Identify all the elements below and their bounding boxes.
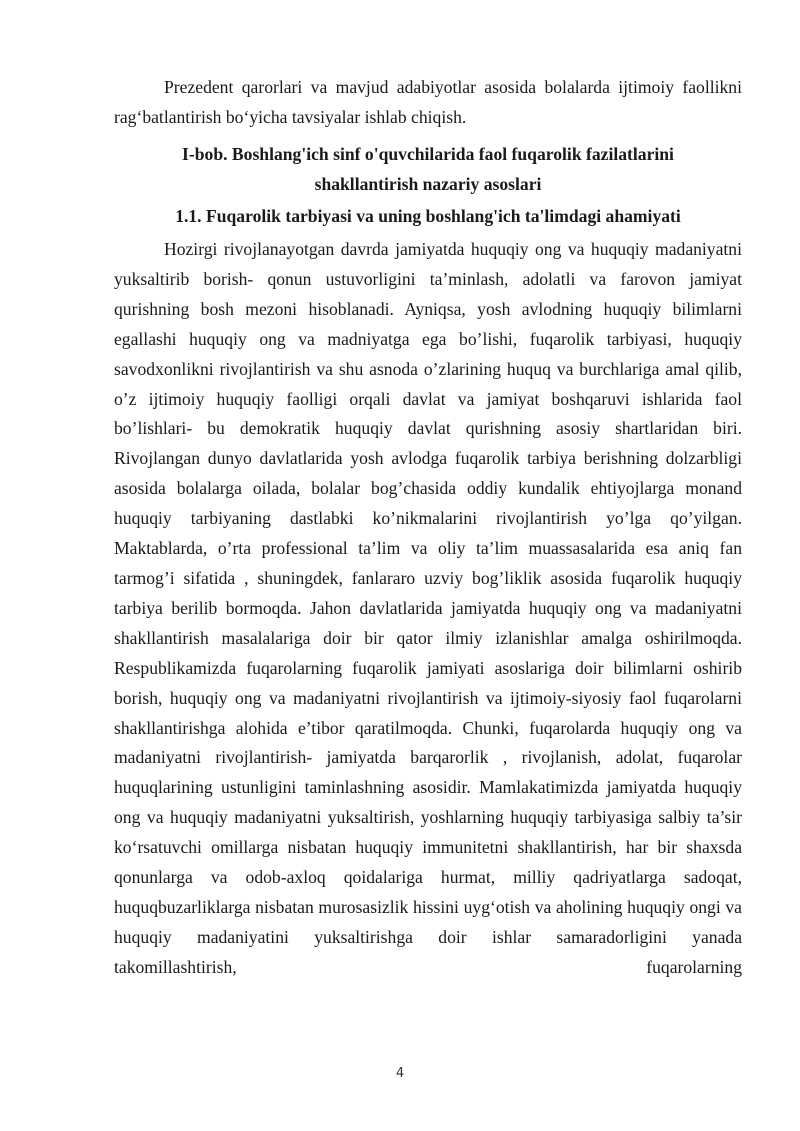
chapter-heading-line2: shakllantirish nazariy asoslari: [314, 174, 542, 194]
body-paragraph-block: [114, 235, 742, 983]
page-number: 4: [395, 1066, 405, 1081]
intro-paragraph-block: [114, 73, 742, 133]
section-heading: 1.1. Fuqarolik tarbiyasi va uning boshlang'ich ta'limdagi ahamiyati: [175, 206, 681, 226]
body-paragraph: Hozirgi rivojlanayotgan davrda jamiyatda huquqiy ong va huquqiy madaniyatni yuksaltirib borish- qonun ustuvorligini ta’minlash, adolatli va farovon jamiyat qurishning bosh mezoni hisoblanadi. Ayniqsa, yosh avlodning huquqiy bilimlarni egallashi huquqiy ong va madniyatga ega bo’lishi, fuqarolik tarbiyasi, huquqiy savodxonlikni rivojlantirish va shu asnoda o’zlarining huquq va burchlariga amal qilib, o’z ijtimoiy huquqiy faolligi orqali davlat va jamiyat boshqaruvi ishlarida faol bo’lishlari- bu demokratik huquqiy davlat qurishning asosiy shartlaridan biri. Rivojlangan dunyo davlatlarida yosh avlodga fuqarolik tarbiya berishning dolzarbligi asosida bolalarga oilada, bolalar bog’chasida oddiy kundalik ehtiyojlarga monand huquqiy tarbiyaning dastlabki ko’nikmalarini rivojlantirish yo’lga qo’yilgan. Maktablarda, o’rta professional ta’lim va oliy ta’lim muassasalarida esa aniq fan tarmog’i sifatida , shuningdek, fanlararo uzviy bog’liklik asosida fuqarolik huquqiy tarbiya berilib bormoqda. Jahon davlatlarida jamiyatda huquqiy ong va madaniyatni shakllantirish masalalariga doir bir qator ilmiy izlanishlar amalga oshirilmoqda. Respublikamizda fuqarolarning fuqarolik jamiyati asoslariga doir bilimlarni oshirib borish, huquqiy ong va madaniyatni rivojlantirish va ijtimoiy-siyosiy faol fuqarolarni shakllantirishga alohida e’tibor qaratilmoqda. Chunki, fuqarolarda huquqiy ong va madaniyatni rivojlantirish- jamiyatda barqarorlik , rivojlanish, adolat, fuqarolar huquqlarining ustunligini taminlashning asosidir. Mamlakatimizda jamiyatda huquqiy ong va huquqiy madaniyatni yuksaltirish, yoshlarning huquqiy tarbiyasiga salbiy ta’sir ko‘rsatuvchi omillarga nisbatan huquqiy immunitetni shakllantirish, har bir shaxsda qonunlarga va odob-axloq qoidalariga hurmat, milliy qadriyatlarga sadoqat, huquqbuzarliklarga nisbatan murosasizlik hissini uyg‘otish va aholining huquqiy ongi va huquqiy madaniyatini yuksaltirishga doir ishlar samaradorligini yanada takomillashtirish, fuqarolarning: [114, 239, 742, 977]
intro-paragraph: Prezedent qarorlari va mavjud adabiyotlar asosida bolalarda ijtimoiy faollikni rag‘batlantirish bo‘yicha tavsiyalar ishlab chiqish.: [114, 77, 742, 127]
chapter-heading-line1: I-bob. Boshlang'ich sinf o'quvchilarida faol fuqarolik fazilatlarini: [182, 144, 674, 164]
